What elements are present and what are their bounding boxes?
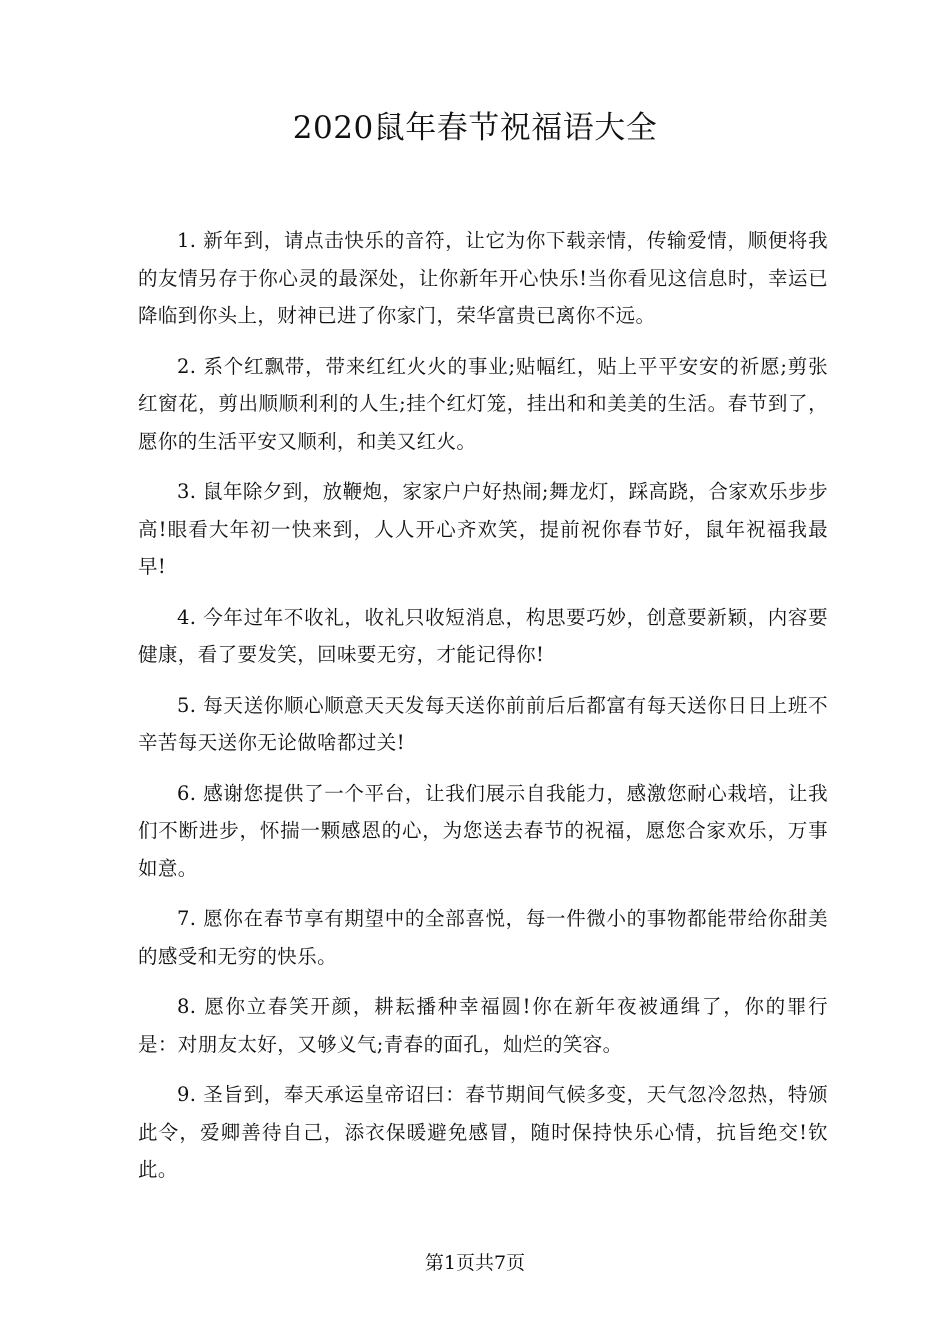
blessing-paragraph-1: 1. 新年到，请点击快乐的音符，让它为你下载亲情，传输爱情，顺便将我的友情另存于你心灵的最深处，让你新年开心快乐!当你看见这信息时，幸运已降临到你头上，财神已进了你家门，荣华富贵已离你不远。 bbox=[138, 229, 828, 327]
blessing-paragraph-3: 3. 鼠年除夕到，放鞭炮，家家户户好热闹;舞龙灯，踩高跷，合家欢乐步步高!眼看大年初一快来到，人人开心齐欢笑，提前祝你春节好，鼠年祝福我最早! bbox=[138, 480, 828, 578]
blessing-paragraph-5: 5. 每天送你顺心顺意天天发每天送你前前后后都富有每天送你日日上班不辛苦每天送你无论做啥都过关! bbox=[138, 693, 828, 754]
blessing-paragraph-2: 2. 系个红飘带，带来红红火火的事业;贴幅红，贴上平平安安的祈愿;剪张红窗花，剪出顺顺利利的人生;挂个红灯笼，挂出和和美美的生活。春节到了，愿你的生活平安又顺利，和美又红火。 bbox=[138, 354, 828, 453]
blessing-paragraph-8: 8. 愿你立春笑开颜，耕耘播种幸福圆!你在新年夜被通缉了，你的罪行是：对朋友太好，又够义气;青春的面孔，灿烂的笑容。 bbox=[138, 995, 828, 1056]
blessing-list bbox=[138, 222, 828, 1202]
blessing-paragraph-4: 4. 今年过年不收礼，收礼只收短消息，构思要巧妙，创意要新颖，内容要健康，看了要发笑，回味要无穷，才能记得你! bbox=[138, 605, 828, 666]
page-title: 2020鼠年春节祝福语大全 bbox=[292, 110, 658, 146]
blessing-paragraph-7: 7. 愿你在春节享有期望中的全部喜悦，每一件微小的事物都能带给你甜美的感受和无穷的快乐。 bbox=[138, 907, 828, 968]
page-number-footer: 第1页共7页 bbox=[424, 1252, 526, 1274]
blessing-paragraph-9: 9. 圣旨到，奉天承运皇帝诏曰：春节期间气候多变，天气忽冷忽热，特颁此令，爱卿善待自己，添衣保暖避免感冒，随时保持快乐心情，抗旨绝交!钦此。 bbox=[138, 1083, 828, 1181]
blessing-paragraph-6: 6. 感谢您提供了一个平台，让我们展示自我能力，感激您耐心栽培，让我们不断进步，怀揣一颗感恩的心，为您送去春节的祝福，愿您合家欢乐，万事如意。 bbox=[138, 781, 828, 880]
